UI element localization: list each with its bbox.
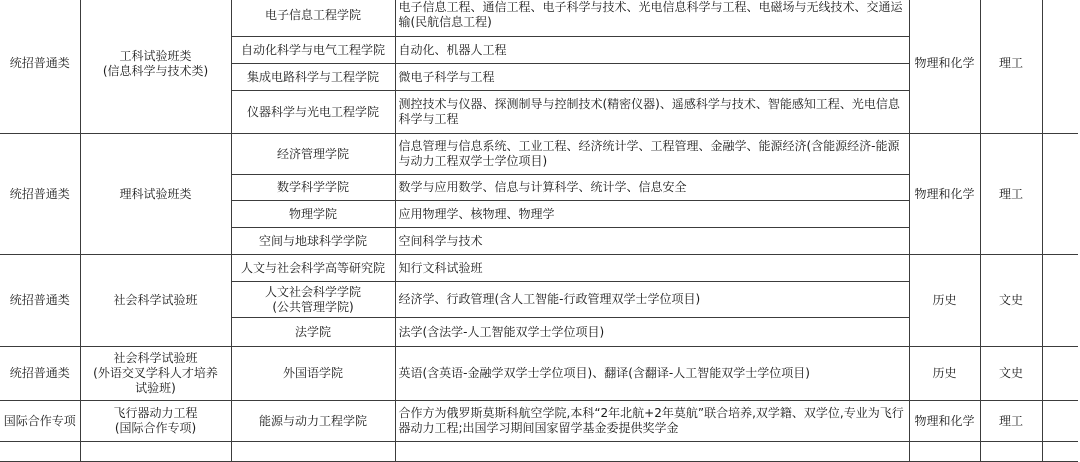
school-cell: 数学科学学院 xyxy=(231,175,395,201)
empty-cell xyxy=(0,442,80,462)
class-name-line: 理科试验班类 xyxy=(119,186,192,201)
subject-requirement-cell: 物理和化学 xyxy=(909,0,980,134)
class-name-line: 工科试验班类 xyxy=(119,48,192,63)
school-cell: 集成电路科学与工程学院 xyxy=(231,64,395,91)
table-row xyxy=(0,442,1078,462)
majors-cell: 电子信息工程、通信工程、电子科学与技术、光电信息科学与工程、电磁场与无线技术、交通运输(民航信息工程) xyxy=(395,0,909,37)
table-row xyxy=(0,255,1078,282)
school-cell: 自动化科学与电气工程学院 xyxy=(231,37,395,64)
table-row xyxy=(0,134,1078,175)
enrollment-category-cell: 统招普通类 xyxy=(0,255,80,347)
empty-cell xyxy=(909,442,980,462)
school-cell: 物理学院 xyxy=(231,201,395,228)
empty-cell xyxy=(231,442,395,462)
experimental-class-cell xyxy=(80,0,231,134)
school-cell: 能源与动力工程学院 xyxy=(231,401,395,442)
majors-cell: 微电子科学与工程 xyxy=(395,64,909,91)
subject-requirement-cell: 物理和化学 xyxy=(909,134,980,255)
school-cell: 人文与社会科学高等研究院 xyxy=(231,255,395,282)
experimental-class-cell xyxy=(80,134,231,255)
school-cell: 经济管理学院 xyxy=(231,134,395,175)
majors-cell: 数学与应用数学、信息与计算科学、统计学、信息安全 xyxy=(395,175,909,201)
class-name-line: 试验班) xyxy=(135,381,176,395)
majors-cell: 知行文科试验班 xyxy=(395,255,909,282)
majors-cell: 测控技术与仪器、探测制导与控制技术(精密仪器)、遥感科学与技术、智能感知工程、光电信息科学与工程 xyxy=(395,91,909,134)
school-cell: 空间与地球科学学院 xyxy=(231,228,395,255)
enrollment-category-cell: 统招普通类 xyxy=(0,0,80,134)
table-row xyxy=(0,347,1078,401)
majors-cell: 空间科学与技术 xyxy=(395,228,909,255)
experimental-class-cell xyxy=(80,347,231,401)
discipline-cell: 理工 xyxy=(980,134,1042,255)
majors-cell: 信息管理与信息系统、工业工程、经济统计学、工程管理、金融学、能源经济(含能源经济-能源与动力工程双学士学位项目) xyxy=(395,134,909,175)
discipline-cell: 理工 xyxy=(980,401,1042,442)
discipline-cell: 理工 xyxy=(980,0,1042,134)
school-cell: 外国语学院 xyxy=(231,347,395,401)
class-name-line: 社会科学试验班 xyxy=(113,293,198,307)
class-name-line: 社会科学试验班 xyxy=(113,351,198,365)
majors-cell: 经济学、行政管理(含人工智能-行政管理双学士学位项目) xyxy=(395,282,909,318)
enrollment-category-cell: 统招普通类 xyxy=(0,347,80,401)
school-cell: 法学院 xyxy=(231,318,395,347)
empty-cell xyxy=(80,442,231,462)
discipline-cell: 文史 xyxy=(980,255,1042,347)
class-name-line: (信息科学与技术类) xyxy=(102,63,209,78)
empty-cell xyxy=(395,442,909,462)
experimental-class-cell xyxy=(80,255,231,347)
empty-cell xyxy=(1042,347,1078,401)
subject-requirement-cell: 物理和化学 xyxy=(909,401,980,442)
class-name-line: (外语交叉学科人才培养 xyxy=(93,366,218,380)
empty-cell xyxy=(1042,0,1078,134)
table-row xyxy=(0,401,1078,442)
majors-cell: 英语(含英语-金融学双学士学位项目)、翻译(含翻译-人工智能双学士学位项目) xyxy=(395,347,909,401)
discipline-cell: 文史 xyxy=(980,347,1042,401)
empty-cell xyxy=(980,442,1042,462)
school-cell: 仪器科学与光电工程学院 xyxy=(231,91,395,134)
enrollment-category-cell: 国际合作专项 xyxy=(0,401,80,442)
majors-cell: 合作方为俄罗斯莫斯科航空学院,本科“2年北航+2年莫航”联合培养,双学籍、双学位,专业为飞行器动力工程;出国学习期间国家留学基金委提供奖学金 xyxy=(395,401,909,442)
majors-cell: 法学(含法学-人工智能双学士学位项目) xyxy=(395,318,909,347)
empty-cell xyxy=(1042,255,1078,347)
majors-cell: 自动化、机器人工程 xyxy=(395,37,909,64)
experimental-class-cell xyxy=(80,401,231,442)
subject-requirement-cell: 历史 xyxy=(909,347,980,401)
school-cell: 人文社会科学学院 (公共管理学院) xyxy=(231,282,395,318)
enrollment-category-cell: 统招普通类 xyxy=(0,134,80,255)
empty-cell xyxy=(1042,442,1078,462)
school-cell: 电子信息工程学院 xyxy=(231,0,395,37)
class-name-line: (国际合作专项) xyxy=(114,421,197,435)
class-name-line: 飞行器动力工程 xyxy=(113,406,198,420)
table-row xyxy=(0,0,1078,37)
empty-cell xyxy=(1042,134,1078,255)
empty-cell xyxy=(1042,401,1078,442)
majors-cell: 应用物理学、核物理、物理学 xyxy=(395,201,909,228)
subject-requirement-cell: 历史 xyxy=(909,255,980,347)
